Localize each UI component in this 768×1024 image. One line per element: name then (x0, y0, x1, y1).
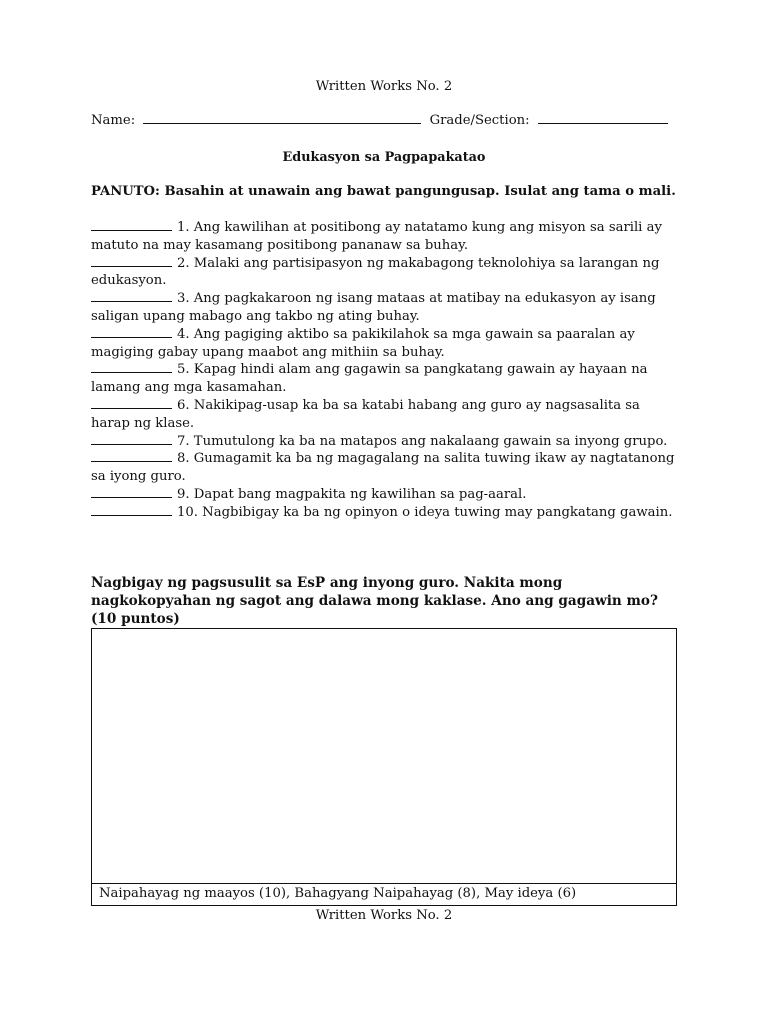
item-text: 6. Nakikipag-usap ka ba sa katabi habang ang guro ay nagsasalita sa harap ng klase. (91, 397, 640, 431)
list-item (91, 450, 681, 486)
essay-question: Nagbigay ng pagsusulit sa EsP ang inyong guro. Nakita mong nagkokopyahan ng sagot ang dalawa mong kaklase. Ano ang gagawin mo? (10 puntos) (91, 575, 658, 627)
answer-blank (91, 371, 172, 373)
subject-heading: Edukasyon sa Pagpapakatao (282, 150, 486, 165)
name-blank (143, 122, 421, 124)
item-text: 3. Ang pagkakaroon ng isang mataas at matibay na edukasyon ay isang saligan upang mabago ang takbo ng ating buhay. (91, 291, 656, 324)
list-item (91, 255, 681, 291)
answer-blank (91, 407, 172, 409)
scoring-rubric: Naipahayag ng maayos (10), Bahagyang Naipahayag (8), May ideya (6) (92, 883, 676, 905)
list-item (91, 433, 681, 451)
answer-blank (91, 229, 172, 231)
list-item (91, 326, 681, 362)
answer-blank (91, 300, 172, 302)
item-text: 8. Gumagamit ka ba ng magagalang na salita tuwing ikaw ay nagtatanong sa iyong guro. (91, 451, 675, 485)
item-list (91, 219, 681, 522)
list-item (91, 397, 681, 433)
list-item (91, 504, 681, 522)
item-text: 10. Nagbibigay ka ba ng opinyon o ideya tuwing may pangkatang gawain. (177, 504, 673, 520)
item-text: 4. Ang pagiging aktibo sa pakikilahok sa mga gawain sa paaralan ay magiging gabay upang maabot ang mithiin sa buhay. (91, 326, 635, 360)
item-text: 1. Ang kawilihan at positibong ay natatamo kung ang misyon sa sarili ay matuto na may kasamang positibong pananaw sa buhay. (91, 220, 662, 253)
footer-title: Written Works No. 2 (315, 908, 453, 923)
answer-blank (91, 336, 172, 338)
list-item (91, 219, 681, 255)
answer-blank (91, 514, 172, 516)
answer-blank (91, 265, 172, 267)
item-text: 2. Malaki ang partisipasyon ng makabagong teknolohiya sa larangan ng edukasyon. (91, 255, 660, 289)
name-label: Name: (91, 113, 136, 128)
answer-blank (91, 460, 172, 462)
grade-section-label: Grade/Section: (429, 113, 530, 128)
grade-section-blank (538, 122, 668, 124)
name-grade-row (91, 113, 681, 128)
list-item (91, 486, 681, 504)
list-item (91, 290, 681, 326)
list-item (91, 361, 681, 397)
item-text: 5. Kapag hindi alam ang gagawin sa pangkatang gawain ay hayaan na lamang ang mga kasamahan. (91, 362, 648, 396)
answer-blank (91, 443, 172, 445)
answer-blank (91, 496, 172, 498)
item-text: 7. Tumutulong ka ba na matapos ang nakalaang gawain sa inyong grupo. (177, 433, 668, 449)
page-title: Written Works No. 2 (315, 79, 453, 94)
essay-answer-box (91, 628, 677, 906)
directions: PANUTO: Basahin at unawain ang bawat pangungusap. Isulat ang tama o mali. (91, 184, 676, 199)
item-text: 9. Dapat bang magpakita ng kawilihan sa pag-aaral. (177, 486, 527, 502)
